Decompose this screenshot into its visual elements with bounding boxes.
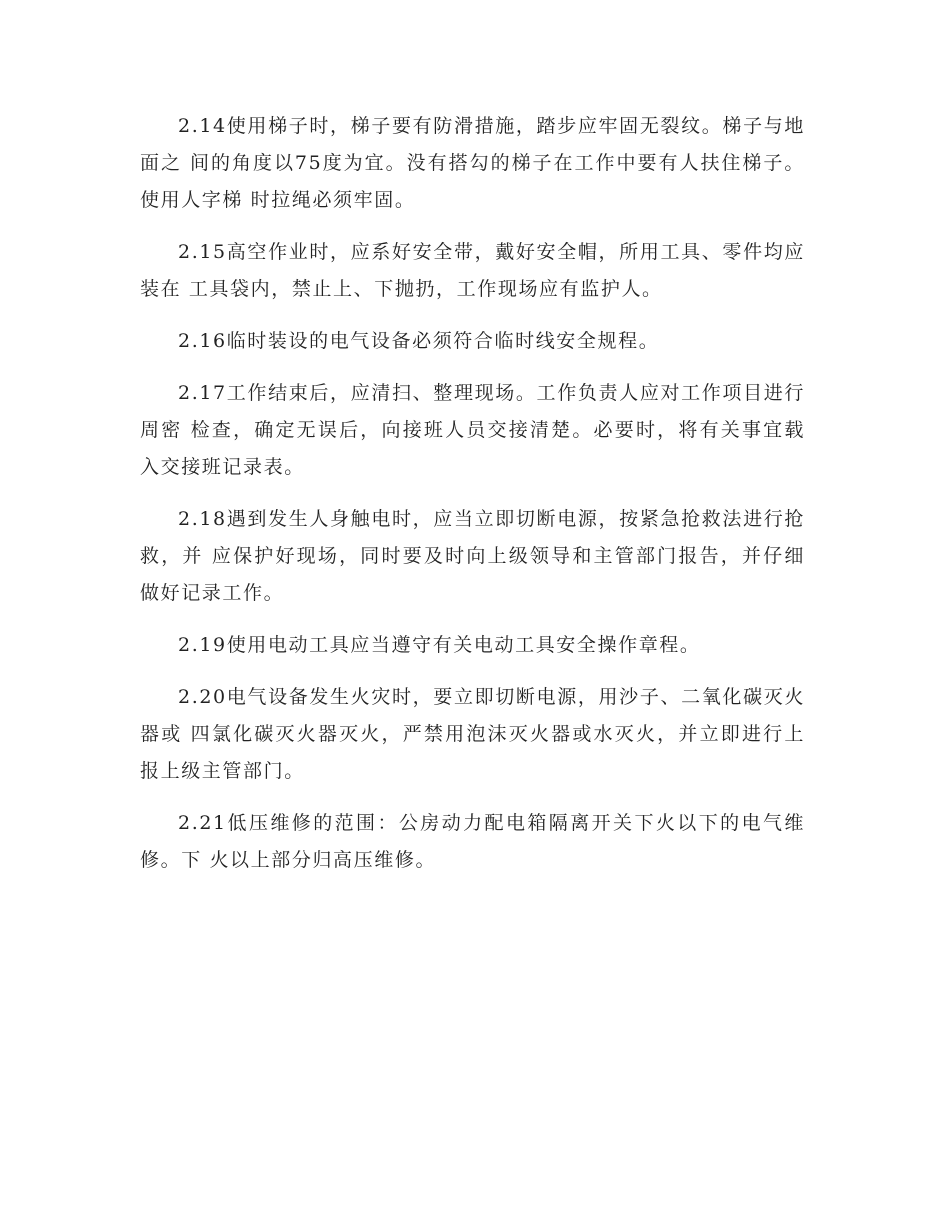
paragraph-2-16: 2.16临时装设的电气设备必须符合临时线安全规程。: [178, 330, 660, 352]
document-body: [140, 108, 805, 894]
paragraph-2-21: 2.21低压维修的范围：公房动力配电箱隔离开关下火以下的电气维修。下 火以上部分归高压维修。: [140, 812, 805, 871]
paragraph-2-20: 2.20电气设备发生火灾时，要立即切断电源，用沙子、二氧化碳灭火器或 四氯化碳灭火器灭火，严禁用泡沫灭火器或水灭火，并立即进行上报上级主管部门。: [140, 686, 805, 782]
paragraph-2-14: 2.14使用梯子时，梯子要有防滑措施，踏步应牢固无裂纹。梯子与地面之 间的角度以75度为宜。没有搭勾的梯子在工作中要有人扶住梯子。使用人字梯 时拉绳必须牢固。: [140, 115, 805, 211]
paragraph-2-15: 2.15高空作业时，应系好安全带，戴好安全帽，所用工具、零件均应装在 工具袋内，禁止上、下抛扔，工作现场应有监护人。: [140, 241, 805, 300]
paragraph-2-17: 2.17工作结束后，应清扫、整理现场。工作负责人应对工作项目进行周密 检查，确定无误后，向接班人员交接清楚。必要时，将有关事宜载入交接班记录表。: [140, 382, 805, 478]
paragraph-2-18: 2.18遇到发生人身触电时，应当立即切断电源，按紧急抢救法进行抢救，并 应保护好现场，同时要及时向上级领导和主管部门报告，并仔细做好记录工作。: [140, 508, 805, 604]
paragraph-2-19: 2.19使用电动工具应当遵守有关电动工具安全操作章程。: [178, 634, 701, 656]
